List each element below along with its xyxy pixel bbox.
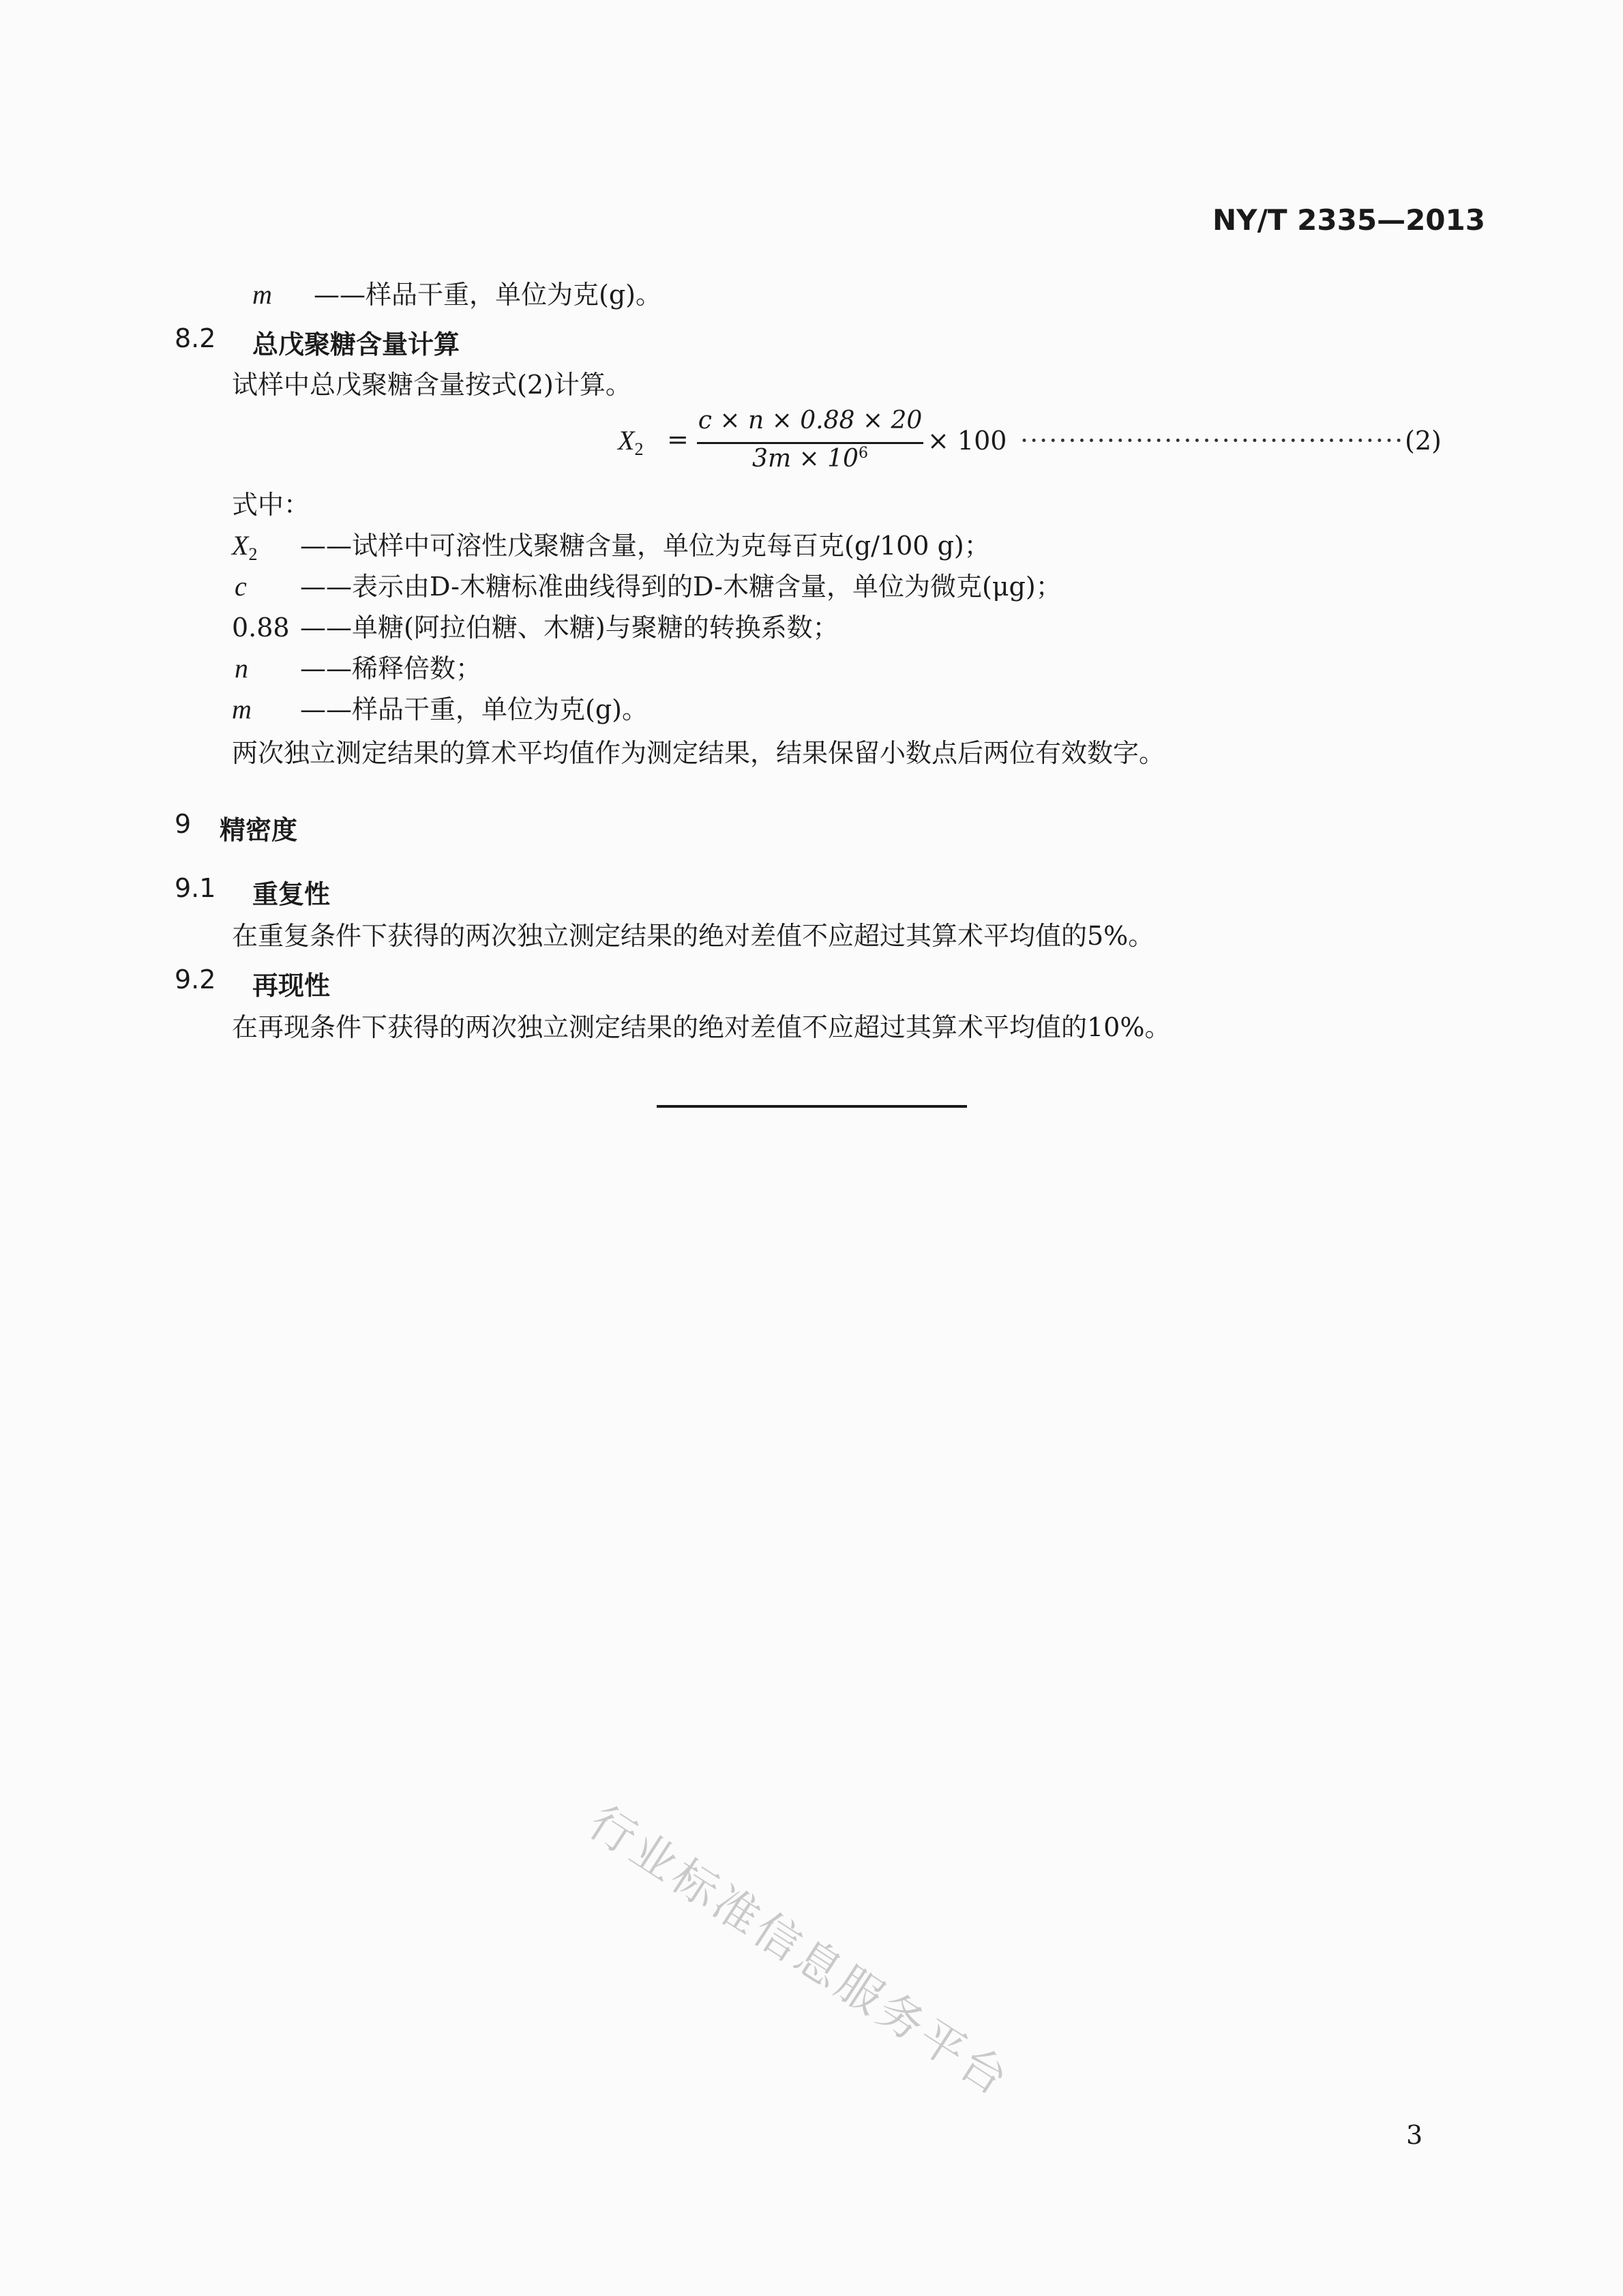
definition-symbol: n — [235, 653, 248, 683]
formula-fraction-bar — [697, 442, 923, 444]
section-8-2-title: 总戊聚糖含量计算 — [252, 329, 460, 359]
page-number: 3 — [1406, 2120, 1423, 2150]
formula-lhs: $X_2$ — [618, 425, 644, 459]
result-note: 两次独立测定结果的算术平均值作为测定结果，结果保留小数点后两位有效数字。 — [232, 738, 1165, 768]
section-9-2-title: 再现性 — [252, 971, 331, 1001]
formula-number: (2) — [1405, 426, 1442, 456]
section-9-title: 精密度 — [220, 815, 298, 845]
end-of-document-rule — [657, 1105, 967, 1108]
definition-text: ——表示由D-木糖标准曲线得到的D-木糖含量，单位为微克(μg)； — [300, 572, 1062, 602]
section-9-number: 9 — [175, 809, 192, 839]
definition-symbol: m — [232, 694, 252, 724]
section-9-1-title: 重复性 — [252, 879, 331, 909]
definition-symbol: 0.88 — [232, 613, 290, 643]
formula-denominator: $3m \times 10^6$ — [752, 445, 868, 473]
top-def-text: ——样品干重，单位为克(g)。 — [314, 280, 661, 310]
section-9-2-text: 在再现条件下获得的两次独立测定结果的绝对差值不应超过其算术平均值的10%。 — [232, 1012, 1171, 1042]
definition-text: ——稀释倍数； — [300, 653, 482, 683]
formula-multiplier: × 100 — [927, 426, 1007, 456]
section-9-1-number: 9.1 — [175, 873, 216, 903]
section-8-2-number: 8.2 — [175, 323, 216, 353]
standard-code: NY/T 2335—2013 — [1212, 203, 1485, 237]
section-8-2-intro: 试样中总戊聚糖含量按式(2)计算。 — [232, 370, 631, 400]
formula-equals: = — [667, 424, 689, 454]
definition-symbol: c — [235, 571, 247, 602]
definition-text: ——单糖(阿拉伯糖、木糖)与聚糖的转换系数； — [300, 613, 839, 643]
section-9-2-number: 9.2 — [175, 965, 216, 995]
section-9-1-text: 在重复条件下获得的两次独立测定结果的绝对差值不应超过其算术平均值的5%。 — [232, 921, 1155, 951]
watermark-text: 行业标准信息服务平台 — [579, 1795, 1020, 2108]
formula-numerator: c × n × 0.88 × 20 — [698, 407, 923, 435]
definition-symbol: $X_2$ — [232, 530, 258, 564]
where-label: 式中： — [232, 490, 310, 520]
formula-leader-dots: ········································ — [1020, 426, 1405, 456]
definition-text: ——试样中可溶性戊聚糖含量，单位为克每百克(g/100 g)； — [300, 531, 990, 561]
definition-text: ——样品干重，单位为克(g)。 — [300, 694, 648, 724]
top-def-symbol: m — [252, 279, 272, 310]
